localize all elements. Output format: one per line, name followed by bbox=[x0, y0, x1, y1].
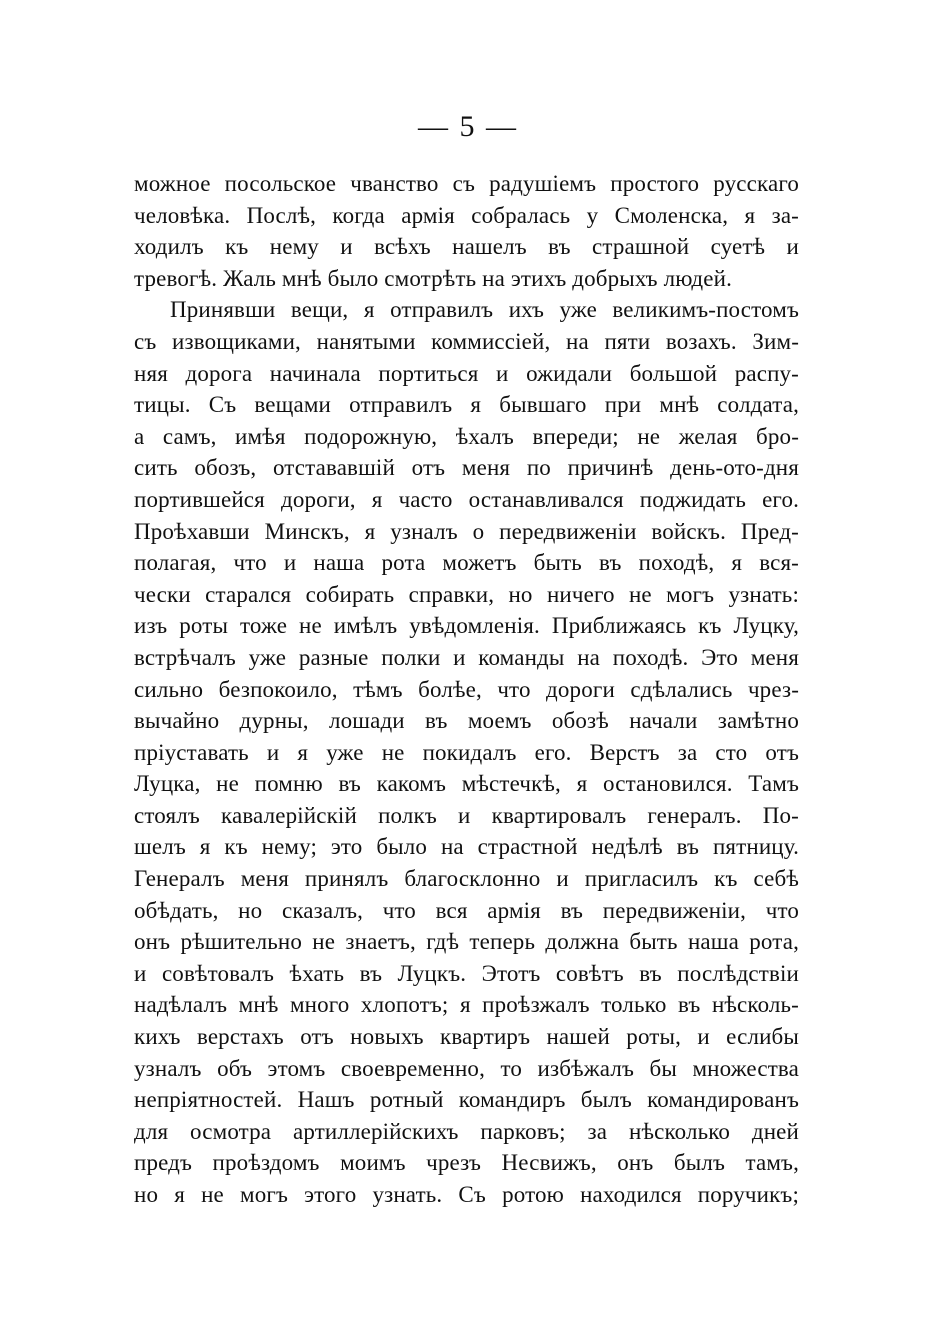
text-line: тревогѣ. Жаль мнѣ было смотрѣть на этихъ добрыхъ людей. bbox=[134, 265, 732, 291]
text-line: съ извощиками, нанятыми коммиссіей, на пяти возахъ. Зим- bbox=[134, 328, 799, 354]
text-line: онъ рѣшительно не знаетъ, гдѣ теперь должна быть наша рота, bbox=[134, 929, 799, 955]
text-line: вычайно дурны, лошади въ моемъ обозѣ начали замѣтно bbox=[134, 708, 799, 734]
text-line: кихъ верстахъ отъ новыхъ квартиръ нашей роты, и еслибы bbox=[134, 1024, 799, 1050]
text-line: Генералъ меня принялъ благосклонно и пригласилъ къ себѣ bbox=[134, 866, 799, 892]
text-line: и совѣтовалъ ѣхать въ Луцкъ. Этотъ совѣтъ въ послѣдствіи bbox=[134, 960, 799, 986]
text-line: Проѣхавши Минскъ, я узналъ о передвиженіи войскъ. Пред- bbox=[134, 518, 799, 544]
text-line: непріятностей. Нашъ ротный командиръ былъ командированъ bbox=[134, 1087, 799, 1113]
text-line: ходилъ къ нему и всѣхъ нашелъ въ страшной суетѣ и bbox=[134, 234, 799, 260]
text-line: Принявши вещи, я отправилъ ихъ уже великимъ-постомъ bbox=[170, 297, 799, 323]
text-line: полагая, что и наша рота можетъ быть въ походѣ, я вся- bbox=[134, 550, 799, 576]
text-line: стоялъ кавалерійскій полкъ и квартировалъ генералъ. По- bbox=[134, 802, 799, 828]
text-line: изъ роты тоже не имѣлъ увѣдомленія. Приближаясь къ Луцку, bbox=[134, 613, 799, 639]
text-line: но я не могъ этого узнать. Съ ротою находился поручикъ; bbox=[134, 1182, 799, 1207]
text-line: человѣка. Послѣ, когда армія собралась у Смоленска, я за- bbox=[134, 202, 799, 228]
text-line: встрѣчалъ уже разные полки и команды на походѣ. Это меня bbox=[134, 644, 799, 670]
page-number: — 5 — bbox=[418, 110, 518, 143]
text-line: обѣдать, но сказалъ, что вся армія въ передвиженіи, что bbox=[134, 897, 799, 923]
text-line: чески старался собирать справки, но ничего не могъ узнать: bbox=[134, 581, 799, 607]
body-text bbox=[134, 168, 799, 1211]
text-line: шелъ я къ нему; это было на страстной недѣлѣ въ пятницу. bbox=[134, 834, 799, 860]
text-line: Луцка, не помню въ какомъ мѣстечкѣ, я остановился. Тамъ bbox=[134, 771, 799, 797]
text-line: надѣлалъ мнѣ много хлопотъ; я проѣзжалъ только въ нѣсколь- bbox=[134, 992, 799, 1018]
text-line: няя дорога начинала портиться и ожидали большой распу- bbox=[134, 360, 799, 386]
text-line: для осмотра артиллерійскихъ парковъ; за нѣсколько дней bbox=[134, 1118, 799, 1144]
text-line: можное посольское чванство съ радушіемъ простого русскаго bbox=[134, 171, 799, 196]
text-line: узналъ объ этомъ своевременно, то избѣжалъ бы множества bbox=[134, 1055, 799, 1081]
text-line: тицы. Съ вещами отправилъ я бывшаго при мнѣ солдата, bbox=[134, 392, 799, 418]
text-line: а самъ, имѣя подорожную, ѣхалъ впереди; не желая бро- bbox=[134, 423, 799, 449]
text-line: сильно безпокоило, тѣмъ болѣе, что дороги сдѣлались чрез- bbox=[134, 676, 799, 702]
text-line: портившейся дороги, я часто останавливался поджидать его. bbox=[134, 486, 799, 512]
text-line: сить обозъ, отстававшій отъ меня по причинѣ день-ото-дня bbox=[134, 455, 799, 481]
text-line: пріуставать и я уже не покидалъ его. Верстъ за сто отъ bbox=[134, 739, 799, 765]
text-line: предъ проѣздомъ моимъ чрезъ Несвижъ, онъ былъ тамъ, bbox=[134, 1150, 799, 1176]
